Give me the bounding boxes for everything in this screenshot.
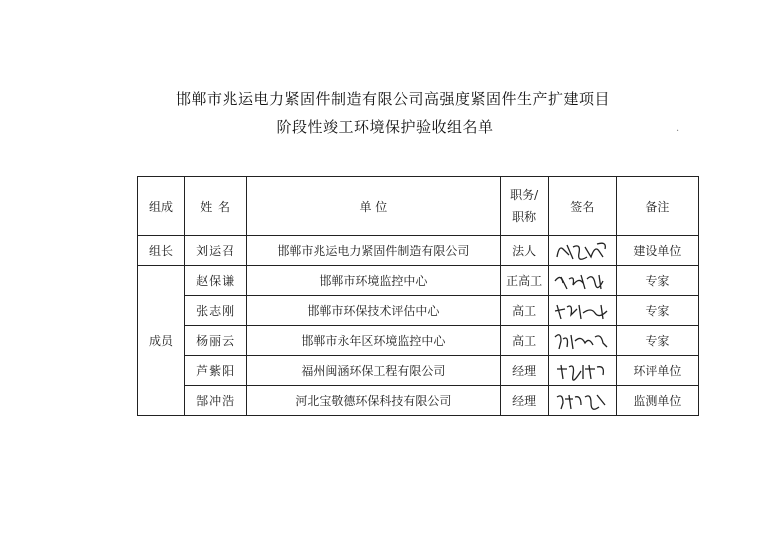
handwritten-signature bbox=[551, 239, 613, 263]
member-note: 专家 bbox=[616, 266, 698, 296]
member-name: 郜冲浩 bbox=[185, 386, 247, 416]
member-role: 法人 bbox=[500, 236, 548, 266]
member-note: 监测单位 bbox=[616, 386, 698, 416]
signature-cell bbox=[548, 266, 616, 296]
table-row bbox=[138, 266, 699, 296]
handwritten-signature bbox=[551, 389, 613, 413]
acceptance-team-table bbox=[137, 176, 699, 416]
member-role: 高工 bbox=[500, 296, 548, 326]
group-member-label: 成员 bbox=[138, 266, 185, 416]
header-role-top: 职务/ bbox=[510, 188, 539, 202]
header-unit: 单 位 bbox=[247, 177, 500, 236]
table-header-row bbox=[138, 177, 699, 236]
table-row bbox=[138, 386, 699, 416]
scan-speck: · bbox=[676, 126, 680, 137]
member-note: 环评单位 bbox=[616, 356, 698, 386]
document-title-line2: 阶段性竣工环境保护验收组名单 bbox=[276, 118, 494, 136]
member-note: 专家 bbox=[616, 326, 698, 356]
signature-cell bbox=[548, 296, 616, 326]
table-row bbox=[138, 326, 699, 356]
member-name: 张志刚 bbox=[185, 296, 247, 326]
handwritten-signature bbox=[551, 299, 613, 323]
member-unit: 邯郸市兆运电力紧固件制造有限公司 bbox=[247, 236, 500, 266]
member-name: 刘运召 bbox=[185, 236, 247, 266]
table-row bbox=[138, 236, 699, 266]
member-unit: 邯郸市永年区环境监控中心 bbox=[247, 326, 500, 356]
member-name: 杨丽云 bbox=[185, 326, 247, 356]
member-role: 经理 bbox=[500, 386, 548, 416]
member-note: 建设单位 bbox=[616, 236, 698, 266]
document-title-line1: 邯郸市兆运电力紧固件制造有限公司高强度紧固件生产扩建项目 bbox=[175, 90, 610, 108]
member-name: 赵保谦 bbox=[185, 266, 247, 296]
header-group: 组成 bbox=[138, 177, 185, 236]
handwritten-signature bbox=[551, 269, 613, 293]
table-row bbox=[138, 296, 699, 326]
signature-cell bbox=[548, 356, 616, 386]
header-note: 备注 bbox=[616, 177, 698, 236]
signature-cell bbox=[548, 386, 616, 416]
handwritten-signature bbox=[551, 329, 613, 353]
handwritten-signature bbox=[551, 359, 613, 383]
member-role: 高工 bbox=[500, 326, 548, 356]
table-row bbox=[138, 356, 699, 386]
group-leader-label: 组长 bbox=[138, 236, 185, 266]
member-role: 正高工 bbox=[500, 266, 548, 296]
member-unit: 福州闽涵环保工程有限公司 bbox=[247, 356, 500, 386]
member-note: 专家 bbox=[616, 296, 698, 326]
member-unit: 邯郸市环境监控中心 bbox=[247, 266, 500, 296]
member-unit: 邯郸市环保技术评估中心 bbox=[247, 296, 500, 326]
signature-cell bbox=[548, 326, 616, 356]
header-role bbox=[500, 177, 548, 236]
member-unit: 河北宝敬德环保科技有限公司 bbox=[247, 386, 500, 416]
header-name: 姓 名 bbox=[185, 177, 247, 236]
header-role-bottom: 职称 bbox=[512, 210, 537, 224]
signature-cell bbox=[548, 236, 616, 266]
member-role: 经理 bbox=[500, 356, 548, 386]
member-name: 芦紫阳 bbox=[185, 356, 247, 386]
header-signature: 签名 bbox=[548, 177, 616, 236]
